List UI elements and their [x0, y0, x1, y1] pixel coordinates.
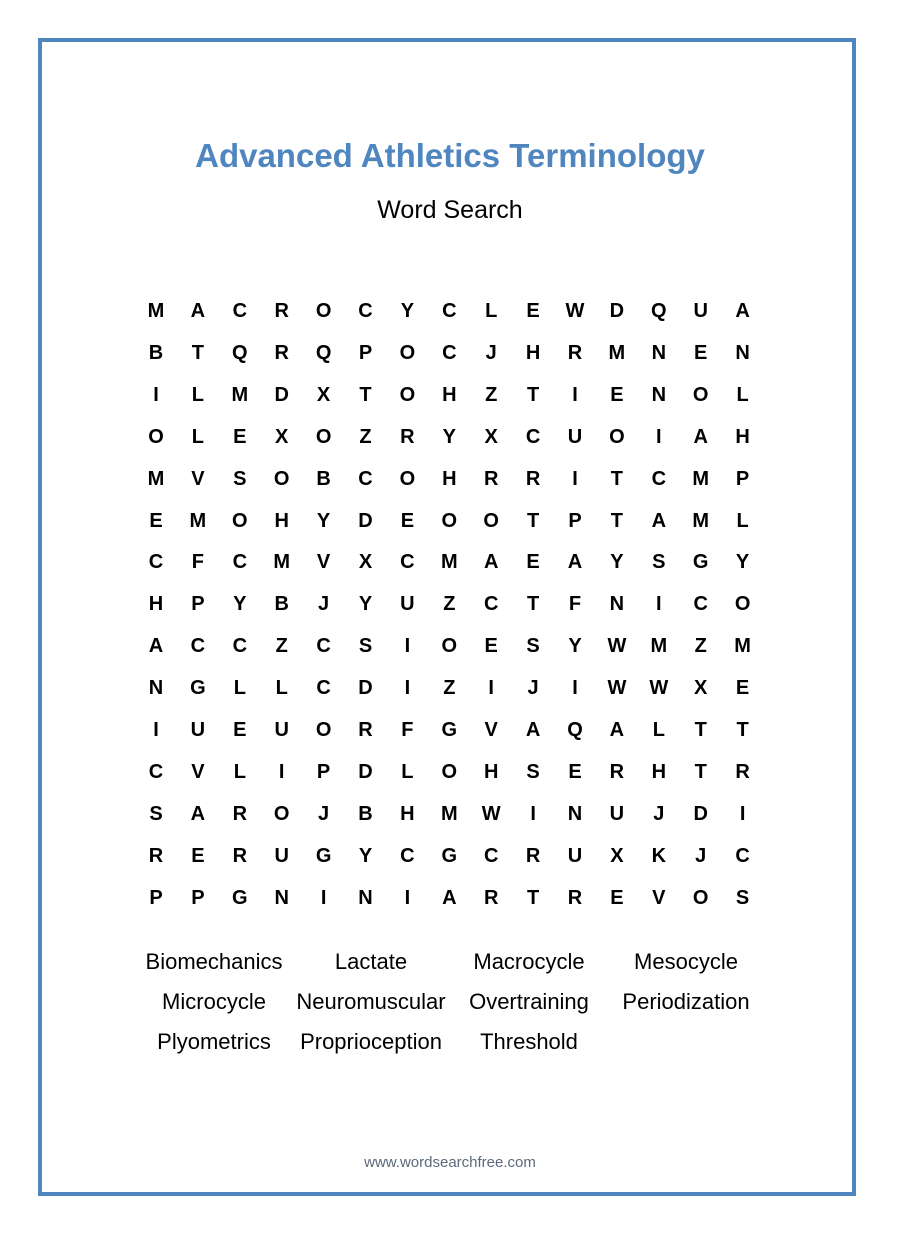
grid-letter: S: [735, 886, 750, 909]
grid-letter: U: [567, 844, 583, 867]
grid-letter: M: [692, 467, 710, 490]
grid-letter: O: [399, 467, 416, 490]
grid-letter: X: [694, 677, 708, 700]
grid-letter: M: [147, 467, 165, 490]
grid-letter: C: [232, 551, 248, 574]
grid-letter: T: [694, 760, 707, 783]
grid-letter: P: [735, 467, 750, 490]
grid-letter: C: [651, 467, 667, 490]
grid-letter: A: [190, 802, 206, 825]
grid-letter: Y: [233, 593, 247, 616]
grid-letter: N: [651, 383, 667, 406]
grid-letter: T: [610, 509, 623, 532]
grid-letter: T: [526, 509, 540, 532]
word-list-item: Neuromuscular: [296, 989, 446, 1014]
grid-letter: I: [530, 802, 536, 825]
grid-letter: I: [739, 802, 746, 825]
grid-letter: Y: [400, 300, 415, 322]
grid-letter: S: [149, 802, 163, 825]
grid-letter: I: [572, 677, 578, 700]
grid-letter: A: [735, 300, 750, 322]
grid-letter: C: [358, 300, 373, 322]
grid-letter: L: [191, 383, 204, 406]
grid-letter: V: [191, 467, 205, 490]
grid-letter: Y: [735, 551, 750, 574]
grid-letter: D: [693, 802, 708, 825]
grid-letter: M: [734, 635, 751, 658]
page-title: Advanced Athletics Terminology: [195, 137, 705, 174]
grid-letter: O: [734, 593, 751, 616]
word-list-item: Threshold: [480, 1029, 578, 1054]
footer-url: www.wordsearchfree.com: [364, 1154, 536, 1171]
grid-letter: U: [274, 844, 289, 867]
grid-letter: B: [148, 341, 164, 364]
grid-letter: P: [568, 509, 582, 532]
grid-letter: L: [652, 719, 665, 741]
grid-letter: E: [233, 425, 247, 448]
grid-letter: Q: [651, 300, 667, 322]
grid-letter: M: [440, 551, 458, 574]
grid-letter: O: [441, 509, 458, 532]
grid-letter: B: [358, 802, 373, 825]
grid-letter: L: [736, 509, 749, 532]
grid-letter: H: [148, 593, 164, 616]
grid-letter: R: [232, 844, 248, 867]
grid-letter: G: [232, 886, 248, 909]
grid-letter: N: [735, 341, 750, 364]
grid-letter: E: [191, 844, 205, 867]
grid-letter: P: [358, 341, 373, 364]
grid-letter: C: [483, 844, 499, 867]
grid-letter: C: [232, 635, 248, 658]
grid-letter: W: [649, 677, 669, 700]
grid-letter: Y: [442, 425, 456, 448]
grid-letter: C: [483, 593, 499, 616]
grid-letter: T: [191, 341, 204, 364]
grid-letter: C: [358, 467, 373, 490]
grid-letter: C: [442, 341, 457, 364]
grid-letter: R: [232, 802, 248, 825]
grid-letter: H: [442, 467, 457, 490]
grid-letter: W: [607, 677, 627, 700]
grid-letter: M: [273, 551, 291, 574]
grid-letter: P: [316, 760, 331, 783]
grid-letter: E: [568, 760, 582, 783]
word-list-item: Biomechanics: [145, 949, 283, 974]
grid-letter: N: [274, 886, 289, 909]
grid-letter: T: [526, 886, 540, 909]
grid-letter: T: [610, 467, 623, 490]
grid-letter: O: [399, 341, 416, 364]
grid-letter: A: [651, 509, 667, 532]
grid-letter: R: [483, 886, 499, 909]
grid-letter: S: [358, 635, 373, 658]
grid-letter: I: [278, 760, 285, 783]
grid-letter: N: [358, 886, 373, 909]
grid-letter: R: [358, 719, 373, 741]
grid-letter: J: [318, 593, 330, 616]
grid-letter: R: [567, 886, 583, 909]
grid-letter: E: [526, 551, 540, 574]
grid-letter: E: [610, 383, 624, 406]
grid-letter: A: [567, 551, 583, 574]
grid-letter: Q: [315, 341, 332, 364]
grid-letter: J: [527, 677, 539, 700]
word-list-item: Macrocycle: [473, 949, 585, 974]
grid-letter: U: [400, 593, 415, 616]
grid-letter: C: [190, 635, 206, 658]
grid-letter: T: [526, 593, 540, 616]
grid-letter: O: [692, 383, 709, 406]
grid-letter: F: [191, 551, 204, 574]
grid-letter: M: [231, 383, 249, 406]
grid-letter: E: [694, 341, 708, 364]
grid-letter: U: [693, 300, 708, 322]
grid-letter: C: [400, 551, 415, 574]
grid-letter: S: [652, 551, 666, 574]
grid-letter: O: [273, 802, 290, 825]
grid-letter: I: [320, 886, 327, 909]
grid-letter: L: [275, 677, 288, 700]
grid-letter: J: [485, 341, 497, 364]
grid-letter: U: [567, 425, 583, 448]
grid-letter: G: [692, 551, 709, 574]
grid-letter: O: [315, 300, 332, 322]
grid-letter: G: [315, 844, 332, 867]
grid-letter: A: [693, 425, 708, 448]
grid-letter: S: [526, 635, 540, 658]
grid-letter: L: [485, 300, 498, 322]
grid-letter: T: [526, 383, 540, 406]
grid-letter: Q: [567, 719, 583, 741]
grid-letter: R: [525, 844, 541, 867]
grid-letter: Y: [610, 551, 624, 574]
grid-letter: A: [190, 300, 206, 322]
grid-letter: X: [275, 425, 289, 448]
grid-letter: E: [735, 677, 750, 700]
grid-letter: V: [191, 760, 205, 783]
grid-letter: E: [526, 300, 540, 322]
grid-letter: I: [153, 719, 159, 741]
grid-letter: P: [191, 593, 205, 616]
grid-letter: Z: [359, 425, 372, 448]
grid-letter: R: [274, 341, 289, 364]
grid-letter: L: [401, 760, 414, 783]
grid-letter: W: [481, 802, 501, 825]
grid-letter: D: [358, 509, 373, 532]
grid-letter: Z: [275, 635, 288, 658]
grid-letter: F: [568, 593, 582, 616]
grid-letter: C: [693, 593, 708, 616]
grid-letter: H: [735, 425, 750, 448]
grid-letter: Z: [694, 635, 707, 658]
grid-letter: U: [609, 802, 625, 825]
page-subtitle: Word Search: [377, 196, 523, 224]
grid-letter: D: [274, 383, 289, 406]
grid-letter: U: [274, 719, 289, 741]
grid-letter: C: [232, 300, 248, 322]
grid-letter: J: [695, 844, 707, 867]
grid-letter: H: [525, 341, 541, 364]
word-list-item: Plyometrics: [157, 1029, 271, 1054]
grid-letter: N: [567, 802, 583, 825]
grid-letter: L: [191, 425, 204, 448]
grid-letter: T: [736, 719, 749, 741]
grid-letter: H: [400, 802, 415, 825]
grid-letter: N: [651, 341, 667, 364]
grid-letter: I: [656, 593, 662, 616]
grid-letter: R: [567, 341, 583, 364]
grid-letter: Z: [443, 593, 456, 616]
grid-letter: B: [274, 593, 289, 616]
grid-letter: S: [526, 760, 540, 783]
grid-letter: O: [692, 886, 709, 909]
grid-letter: L: [233, 677, 246, 700]
grid-letter: M: [608, 341, 626, 364]
grid-letter: W: [607, 635, 627, 658]
grid-letter: V: [484, 719, 498, 741]
word-list-item: Microcycle: [162, 989, 266, 1014]
grid-letter: M: [650, 635, 668, 658]
grid-letter: N: [609, 593, 625, 616]
grid-letter: R: [735, 760, 750, 783]
grid-letter: X: [358, 551, 373, 574]
grid-letter: M: [189, 509, 207, 532]
grid-letter: O: [315, 719, 332, 741]
grid-letter: E: [149, 509, 163, 532]
grid-letter: N: [148, 677, 164, 700]
grid-letter: A: [442, 886, 457, 909]
grid-letter: I: [404, 677, 411, 700]
grid-letter: R: [483, 467, 499, 490]
grid-letter: O: [483, 509, 499, 532]
word-list-item: Proprioception: [300, 1029, 442, 1054]
word-list-item: Mesocycle: [634, 949, 738, 974]
grid-letter: T: [694, 719, 707, 741]
word-list-item: Lactate: [334, 949, 408, 974]
grid-letter: I: [572, 383, 578, 406]
grid-letter: O: [273, 467, 290, 490]
grid-letter: T: [359, 383, 372, 406]
grid-letter: I: [572, 467, 578, 490]
grid-letter: C: [148, 760, 164, 783]
grid-letter: A: [148, 635, 164, 658]
grid-letter: Y: [358, 844, 373, 867]
grid-letter: M: [692, 509, 710, 532]
grid-letter: J: [653, 802, 665, 825]
grid-letter: I: [404, 886, 411, 909]
grid-letter: C: [400, 844, 415, 867]
grid-letter: E: [233, 719, 247, 741]
grid-letter: O: [315, 425, 332, 448]
grid-letter: C: [442, 300, 457, 322]
grid-letter: K: [651, 844, 667, 867]
grid-letter: A: [609, 719, 625, 741]
grid-letter: U: [190, 719, 206, 741]
grid-letter: F: [401, 719, 414, 741]
grid-letter: G: [190, 677, 206, 700]
grid-letter: S: [233, 467, 247, 490]
grid-letter: I: [656, 425, 662, 448]
grid-letter: C: [525, 425, 541, 448]
grid-letter: I: [488, 677, 494, 700]
grid-letter: Z: [485, 383, 498, 406]
grid-letter: W: [565, 300, 585, 322]
grid-letter: D: [358, 760, 373, 783]
grid-letter: Y: [316, 509, 331, 532]
grid-letter: R: [148, 844, 164, 867]
grid-letter: D: [609, 300, 625, 322]
grid-letter: E: [484, 635, 498, 658]
grid-letter: A: [483, 551, 499, 574]
grid-letter: H: [651, 760, 667, 783]
grid-letter: M: [440, 802, 458, 825]
grid-letter: C: [735, 844, 750, 867]
grid-letter: O: [399, 383, 416, 406]
grid-letter: C: [316, 635, 331, 658]
grid-letter: H: [483, 760, 499, 783]
grid-letter: O: [148, 425, 164, 448]
grid-letter: P: [149, 886, 163, 909]
grid-letter: I: [153, 383, 159, 406]
grid-letter: V: [652, 886, 666, 909]
grid-letter: Y: [358, 593, 373, 616]
grid-letter: B: [316, 467, 331, 490]
grid-letter: L: [736, 383, 749, 406]
grid-letter: P: [191, 886, 205, 909]
grid-letter: R: [525, 467, 541, 490]
grid-letter: G: [441, 844, 458, 867]
grid-letter: H: [274, 509, 289, 532]
grid-letter: Z: [443, 677, 456, 700]
grid-letter: R: [400, 425, 415, 448]
grid-letter: D: [358, 677, 373, 700]
grid-letter: H: [442, 383, 457, 406]
grid-letter: M: [147, 300, 165, 322]
grid-letter: R: [609, 760, 625, 783]
grid-letter: E: [610, 886, 624, 909]
grid-letter: V: [316, 551, 331, 574]
grid-letter: O: [609, 425, 625, 448]
word-list-item: Overtraining: [469, 989, 589, 1014]
grid-letter: Q: [232, 341, 248, 364]
grid-letter: X: [484, 425, 498, 448]
grid-letter: O: [441, 760, 458, 783]
grid-letter: X: [610, 844, 624, 867]
grid-letter: C: [316, 677, 331, 700]
grid-letter: X: [316, 383, 331, 406]
grid-letter: O: [232, 509, 248, 532]
grid-letter: G: [441, 719, 458, 741]
grid-letter: A: [525, 719, 541, 741]
grid-letter: E: [400, 509, 415, 532]
grid-letter: I: [404, 635, 411, 658]
grid-letter: O: [441, 635, 458, 658]
grid-letter: R: [274, 300, 289, 322]
word-list-item: Periodization: [622, 989, 750, 1014]
grid-letter: L: [233, 760, 246, 783]
grid-letter: J: [318, 802, 330, 825]
grid-letter: Y: [568, 635, 582, 658]
grid-letter: C: [148, 551, 164, 574]
